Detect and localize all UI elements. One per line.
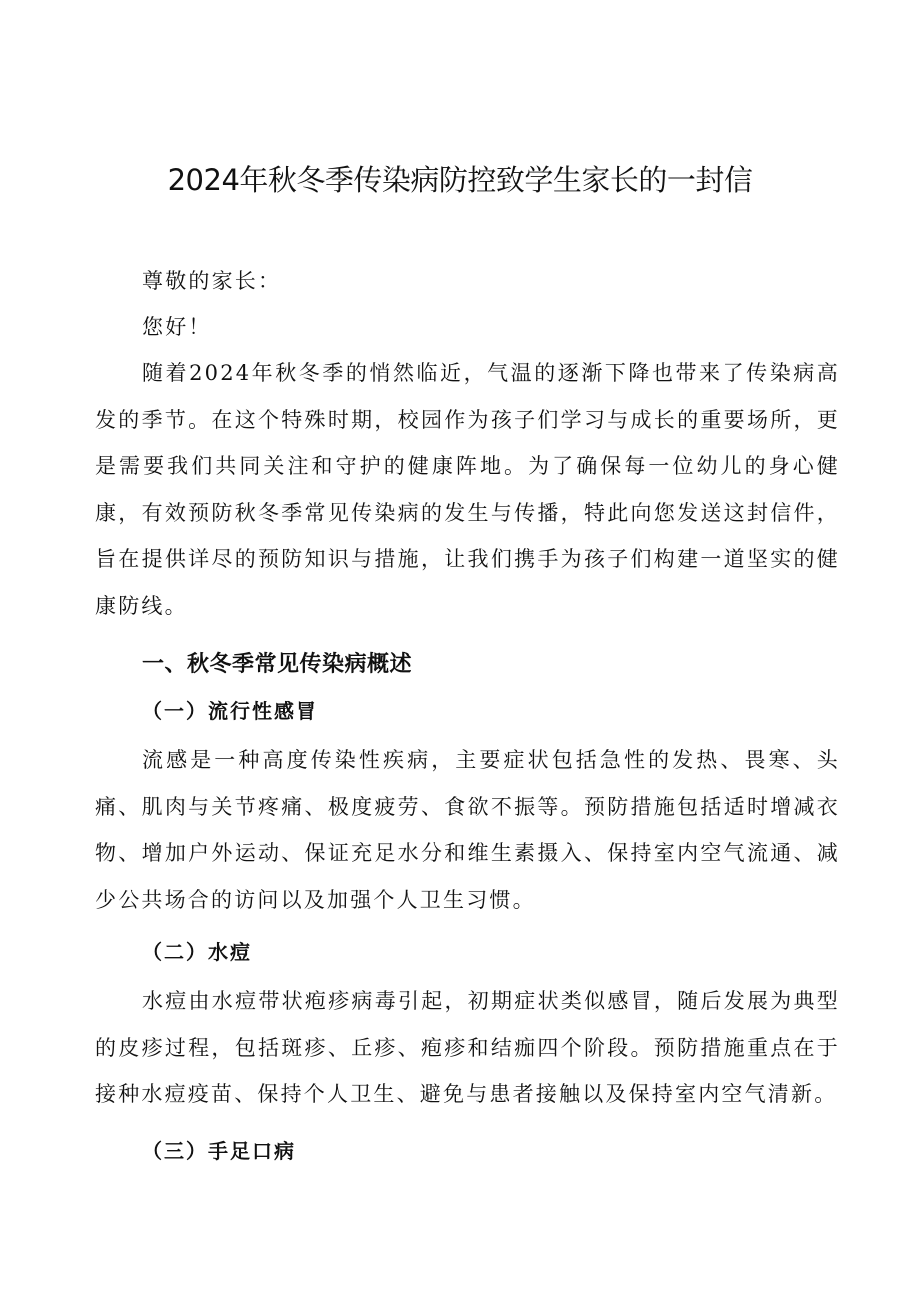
intro-paragraph: 随着2024年秋冬季的悄然临近，气温的逐渐下降也带来了传染病高发的季节。在这个特殊时期，校园作为孩子们学习与成长的重要场所，更是需要我们共同关注和守护的健康阵地。为了确保每一位幼儿的身心健康，有效预防秋冬季常见传染病的发生与传播，特此向您发送这封信件，旨在提供详尽的预防知识与措施，让我们携手为孩子们构建一道坚实的健康防线。 — [95, 361, 840, 618]
influenza-paragraph: 流感是一种高度传染性疾病，主要症状包括急性的发热、畏寒、头痛、肌肉与关节疼痛、极度疲劳、食欲不振等。预防措施包括适时增减衣物、增加户外运动、保证充足水分和维生素摄入、保持室内空气流通、减少公共场合的访问以及加强个人卫生习惯。 — [95, 748, 840, 912]
salutation: 尊敬的家长： — [142, 269, 282, 293]
subheading-influenza: （一）流行性感冒 — [142, 699, 318, 723]
subheading-chickenpox: （二）水痘 — [142, 940, 252, 964]
greeting: 您好！ — [142, 315, 212, 339]
chickenpox-paragraph: 水痘由水痘带状疱疹病毒引起，初期症状类似感冒，随后发展为典型的皮疹过程，包括斑疹、丘疹、疱疹和结痂四个阶段。预防措施重点在于接种水痘疫苗、保持个人卫生、避免与患者接触以及保持室内空气清新。 — [95, 989, 840, 1106]
document-title: 2024年秋冬季传染病防控致学生家长的一封信 — [167, 163, 753, 197]
section-heading-overview: 一、秋冬季常见传染病概述 — [142, 652, 413, 677]
subheading-hfmd: （三）手足口病 — [142, 1139, 296, 1163]
